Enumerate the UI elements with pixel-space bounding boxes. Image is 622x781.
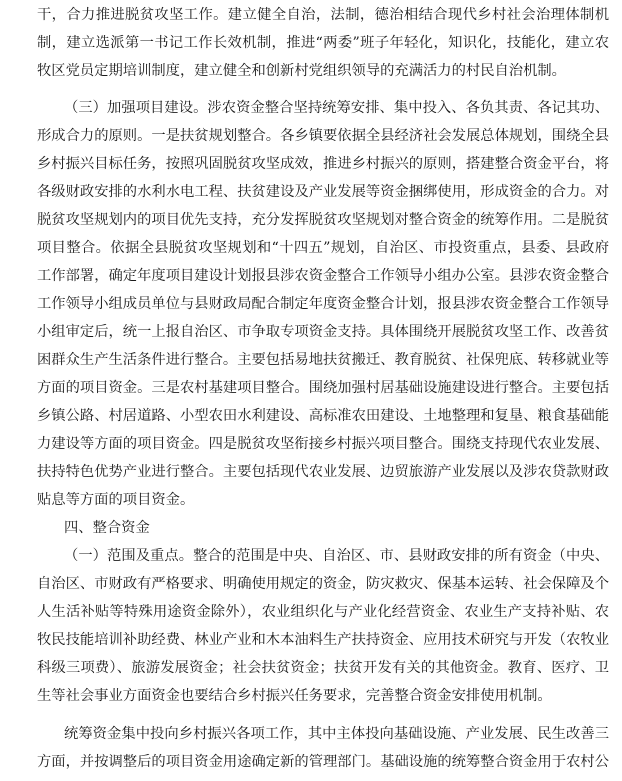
text-line: 自治区、市财政有严格要求、明确使用规定的资金，防灾救灾、保基本运转、社会保障及个 xyxy=(37,576,609,592)
text-line: 项目整合。依据全县脱贫攻坚规划和“十四五”规划，自治区、市投资重点，县委、县政府 xyxy=(37,240,609,256)
text-line: 贴息等方面的项目资金。 xyxy=(37,492,195,508)
section-heading: 四、整合资金 xyxy=(64,520,150,536)
text-line: 制，建立选派第一书记工作长效机制，推进“两委”班子年轻化，知识化，技能化，建立农 xyxy=(37,35,609,51)
text-line: 工作部署，确定年度项目建设计划报县涉农资金整合工作领导小组办公室。县涉农资金整合 xyxy=(37,268,609,284)
text-line: 困群众生产生活条件进行整合。主要包括易地扶贫搬迁、教育脱贫、社保兜底、转移就业等 xyxy=(37,352,609,368)
text-line: 乡村振兴目标任务，按照巩固脱贫攻坚成效，推进乡村振兴的原则，搭建整合资金平台，将 xyxy=(37,156,609,172)
text-line: 人生活补贴等特殊用途资金除外），农业组织化与产业化经营资金、农业生产支持补贴、农 xyxy=(37,604,609,620)
text-line: 干，合力推进脱贫攻坚工作。建立健全自治，法制，德治相结合现代乡村社会治理体制机 xyxy=(37,7,609,23)
text-line: 牧区党员定期培训制度，建立健全和创新村党组织领导的充满活力的村民自治机制。 xyxy=(37,63,566,79)
text-line: 统筹资金集中投向乡村振兴各项工作，其中主体投向基础设施、产业发展、民生改善三 xyxy=(64,726,609,742)
text-line: 各级财政安排的水利水电工程、扶贫建设及产业发展等资金捆绑使用，形成资金的合力。对 xyxy=(37,184,609,200)
text-line: 牧民技能培训补助经费、林业产业和木本油料生产扶持资金、应用技术研究与开发（农牧业 xyxy=(37,632,609,648)
text-line: 小组审定后，统一上报自治区、市争取专项资金支持。具体围绕开展脱贫攻坚工作、改善贫 xyxy=(37,324,609,340)
text-line: 乡镇公路、村居道路、小型农田水利建设、高标准农田建设、土地整理和复垦、粮食基础能 xyxy=(37,408,609,424)
text-line: 方面的项目资金。三是农村基建项目整合。围绕加强村居基础设施建设进行整合。主要包括 xyxy=(37,380,609,396)
text-line: 方面，并按调整后的项目资金用途确定新的管理部门。基础设施的统筹整合资金用于农村公 xyxy=(37,754,609,770)
text-line: 力建设等方面的项目资金。四是脱贫攻坚衔接乡村振兴项目整合。围绕支持现代农业发展、 xyxy=(37,436,609,452)
text-line: 工作领导小组成员单位与县财政局配合制定年度资金整合计划，报县涉农资金整合工作领导 xyxy=(37,296,609,312)
text-line: 脱贫攻坚规划内的项目优先支持，充分发挥脱贫攻坚规划对整合资金的统筹作用。二是脱贫 xyxy=(37,212,609,228)
text-line: （一）范围及重点。整合的范围是中央、自治区、市、县财政安排的所有资金（中央、 xyxy=(64,548,609,564)
text-line: 科级三项费）、旅游发展资金；社会扶贫资金；扶贫开发有关的其他资金。教育、医疗、卫 xyxy=(37,660,609,676)
text-line: （三）加强项目建设。涉农资金整合坚持统筹安排、集中投入、各负其责、各记其功、 xyxy=(64,100,609,116)
text-line: 形成合力的原则。一是扶贫规划整合。各乡镇要依据全县经济社会发展总体规划，围绕全县 xyxy=(37,128,609,144)
text-line: 扶持特色优势产业进行整合。主要包括现代农业发展、边贸旅游产业发展以及涉农贷款财政 xyxy=(37,464,609,480)
text-line: 生等社会事业方面资金也要结合乡村振兴任务要求，完善整合资金安排使用机制。 xyxy=(37,688,552,704)
